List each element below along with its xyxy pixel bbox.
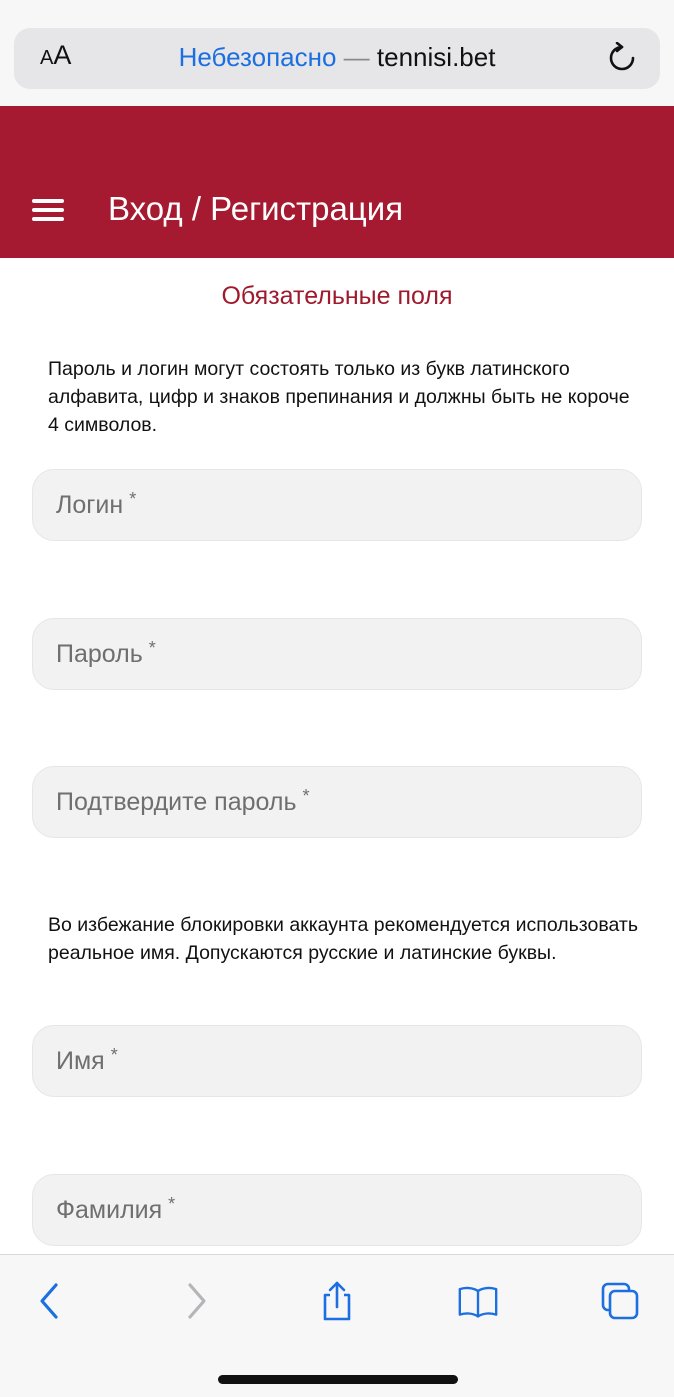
login-placeholder: Логин <box>56 490 124 519</box>
browser-top-bar <box>0 0 674 106</box>
menu-line <box>32 217 64 221</box>
last-name-placeholder: Фамилия <box>56 1195 163 1224</box>
home-indicator <box>218 1375 458 1384</box>
forward-icon[interactable] <box>176 1281 216 1321</box>
menu-line <box>32 199 64 203</box>
site-header <box>0 106 674 258</box>
bookmarks-icon[interactable] <box>458 1281 498 1321</box>
text-size-small-glyph: A <box>40 47 54 69</box>
required-fields-heading: Обязательные поля <box>221 282 453 310</box>
address-bar[interactable] <box>14 28 660 89</box>
insecure-label: Небезопасно <box>178 42 337 72</box>
tabs-icon[interactable] <box>600 1281 640 1321</box>
confirm-password-placeholder: Подтвердите пароль <box>56 787 297 816</box>
last-name-field[interactable] <box>32 1174 642 1246</box>
required-mark: * <box>129 488 137 509</box>
required-mark: * <box>168 1193 176 1214</box>
required-mark: * <box>110 1044 118 1065</box>
url-display[interactable] <box>14 42 660 73</box>
back-icon[interactable] <box>30 1281 70 1321</box>
url-domain: tennisi.bet <box>376 42 496 72</box>
menu-line <box>32 208 64 212</box>
hamburger-menu-icon[interactable] <box>32 199 66 223</box>
page-title: Вход / Регистрация <box>108 190 404 227</box>
browser-toolbar <box>0 1254 674 1397</box>
first-name-field[interactable] <box>32 1025 642 1097</box>
name-note: Во избежание блокировки аккаунта рекомендуется использовать реальное имя. Допускаются русские и латинские буквы. <box>48 914 638 964</box>
required-mark: * <box>148 637 156 658</box>
confirm-password-field[interactable] <box>32 766 642 838</box>
required-mark: * <box>302 785 310 806</box>
text-size-big-glyph: A <box>53 40 72 70</box>
url-separator: — <box>336 42 377 72</box>
reload-icon[interactable] <box>606 42 638 74</box>
credentials-note: Пароль и логин могут состоять только из букв латинского алфавита, цифр и знаков препинания и должны быть не короче 4 символов. <box>48 358 630 436</box>
login-field[interactable] <box>32 469 642 541</box>
share-icon[interactable] <box>317 1281 357 1321</box>
first-name-placeholder: Имя <box>56 1046 105 1075</box>
password-field[interactable] <box>32 618 642 690</box>
password-placeholder: Пароль <box>56 639 143 668</box>
